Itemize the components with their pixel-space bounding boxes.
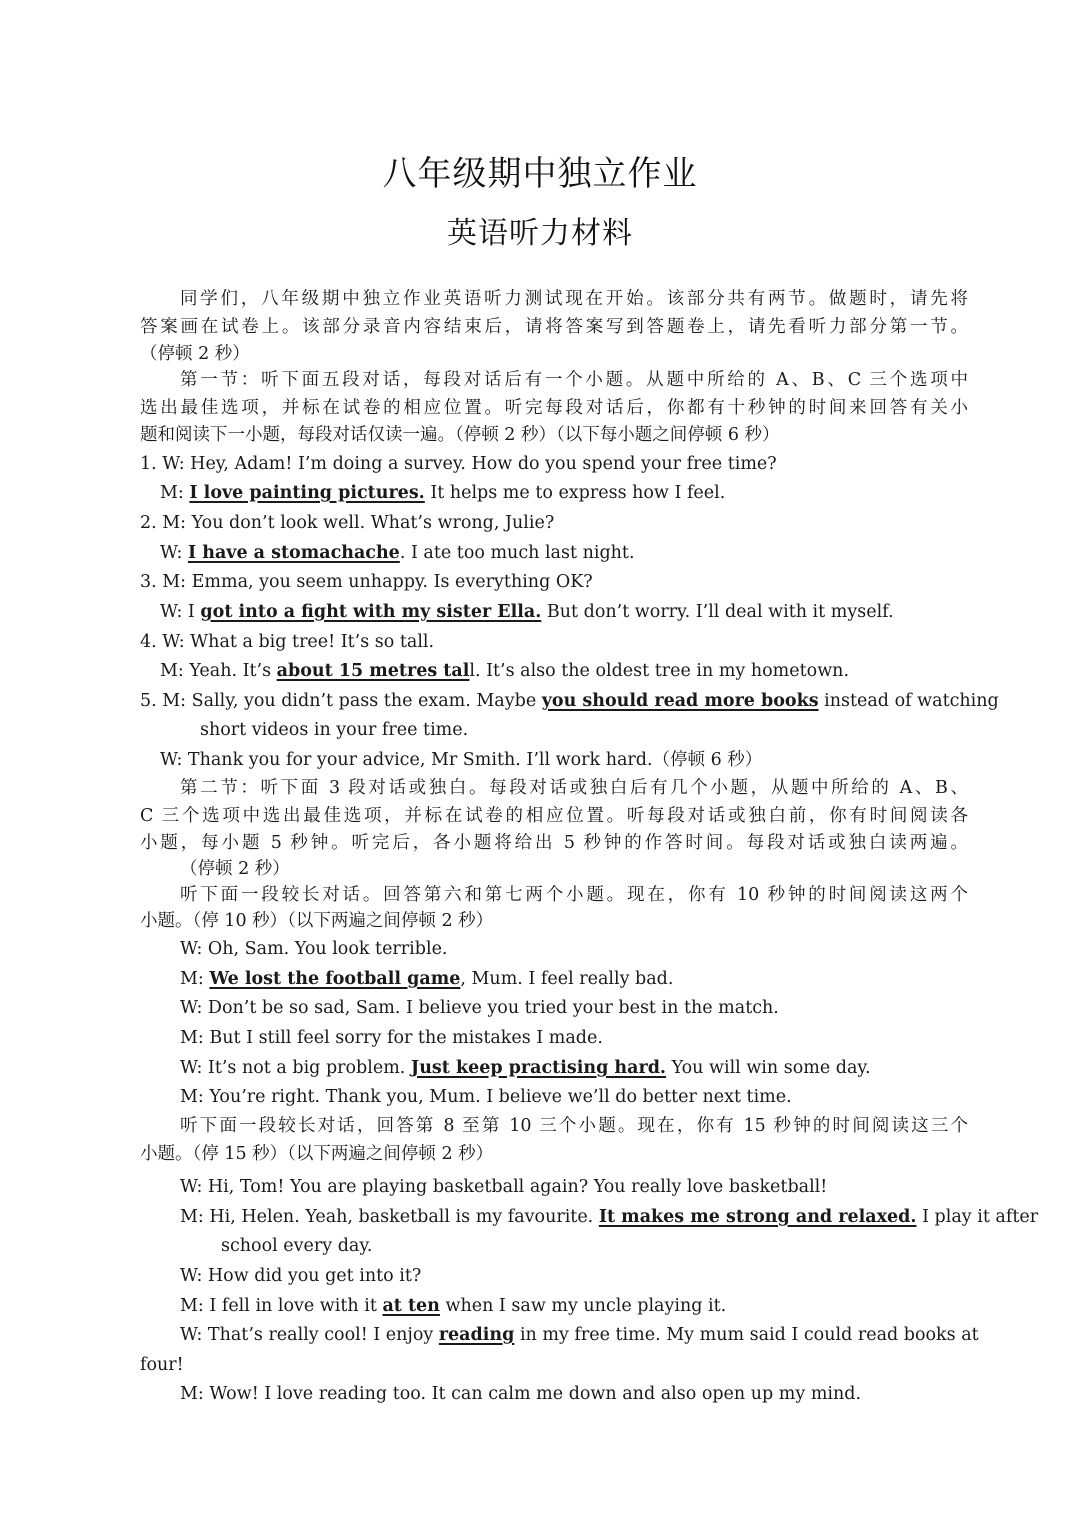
intro-line-2: 答案画在试卷上。该部分录音内容结束后，请将答案写到答题卷上，请先看听力部分第一节。 xyxy=(140,317,968,337)
conv1-line-3: W: Don’t be so sad, Sam. I believe you tried your best in the match. xyxy=(180,998,779,1018)
conv2-line-2: M: Hi, Helen. Yeah, basketball is my favourite. It makes me strong and relaxed. I play it after xyxy=(180,1207,1039,1227)
answer-key: I love painting pictures. xyxy=(189,483,425,503)
dialogue-1-m: M: I love painting pictures. It helps me to express how I feel. xyxy=(160,483,726,503)
dialogue-1-w: 1. W: Hey, Adam! I’m doing a survey. How do you spend your free time? xyxy=(140,454,777,474)
answer-key: reading xyxy=(438,1325,515,1345)
conv2-line-2-cont: school every day. xyxy=(221,1236,373,1256)
dialogue-4-w: 4. W: What a big tree! It’s so tall. xyxy=(140,632,435,652)
dialogue-5-m: 5. M: Sally, you didn’t pass the exam. Maybe you should read more books instead of watching xyxy=(140,691,999,711)
answer-key: you should read more books xyxy=(541,691,819,711)
document-subtitle: 英语听力材料 xyxy=(447,216,633,251)
answer-key: got into a fight with my sister Ella. xyxy=(200,602,542,622)
answer-key: at ten xyxy=(382,1296,440,1316)
conv2-intro-2: 小题。（停 15 秒）（以下两遍之间停顿 2 秒） xyxy=(140,1144,494,1164)
conv2-line-5-cont: four! xyxy=(140,1355,184,1375)
conv2-line-4: M: I fell in love with it at ten when I saw my uncle playing it. xyxy=(180,1296,727,1316)
conv1-line-2: M: We lost the football game, Mum. I feel really bad. xyxy=(180,969,674,989)
answer-key: It makes me strong and relaxed. xyxy=(598,1207,917,1227)
conv1-line-5: W: It’s not a big problem. Just keep practising hard. You will win some day. xyxy=(180,1058,871,1078)
section1-line-2: 选出最佳选项，并标在试卷的相应位置。听完每段对话后，你都有十秒钟的时间来回答有关小 xyxy=(140,398,968,418)
dialogue-3-m: 3. M: Emma, you seem unhappy. Is everything OK? xyxy=(140,572,593,592)
section1-line-3: 题和阅读下一小题，每段对话仅读一遍。（停顿 2 秒）（以下每小题之间停顿 6 秒） xyxy=(140,425,780,445)
section2-line-2: C 三个选项中选出最佳选项，并标在试卷的相应位置。听每段对话或独白前，你有时间阅读各 xyxy=(140,806,968,826)
section2-line-4: （停顿 2 秒） xyxy=(180,859,290,879)
dialogue-2-w: W: I have a stomachache. I ate too much last night. xyxy=(160,543,635,563)
conv1-line-1: W: Oh, Sam. You look terrible. xyxy=(180,939,448,959)
section2-line-1: 第二节：听下面 3 段对话或独白。每段对话或独白后有几个小题，从题中所给的 A、B、 xyxy=(180,778,968,798)
conv2-intro-1: 听下面一段较长对话，回答第 8 至第 10 三个小题。现在，你有 15 秒钟的时间阅读这三个 xyxy=(180,1116,968,1136)
section2-line-3: 小题，每小题 5 秒钟。听完后，各小题将给出 5 秒钟的作答时间。每段对话或独白读两遍。 xyxy=(140,833,968,853)
section1-line-1: 第一节：听下面五段对话，每段对话后有一个小题。从题中所给的 A、B、C 三个选项中 xyxy=(180,370,968,390)
conv1-intro-1: 听下面一段较长对话。回答第六和第七两个小题。现在，你有 10 秒钟的时间阅读这两个 xyxy=(180,885,968,905)
conv2-line-3: W: How did you get into it? xyxy=(180,1266,422,1286)
answer-key: about 15 metres tal xyxy=(276,661,470,681)
dialogue-5-w: W: Thank you for your advice, Mr Smith. I’ll work hard.（停顿 6 秒） xyxy=(160,750,763,770)
conv2-line-6: M: Wow! I love reading too. It can calm me down and also open up my mind. xyxy=(180,1384,862,1404)
dialogue-3-w: W: I got into a fight with my sister Ella. But don’t worry. I’ll deal with it myself. xyxy=(160,602,894,622)
dialogue-5-m-cont: short videos in your free time. xyxy=(200,720,469,740)
dialogue-2-m: 2. M: You don’t look well. What’s wrong, Julie? xyxy=(140,513,555,533)
conv2-line-1: W: Hi, Tom! You are playing basketball again? You really love basketball! xyxy=(180,1177,828,1197)
answer-key: I have a stomachache xyxy=(187,543,400,563)
conv2-line-5: W: That’s really cool! I enjoy reading in my free time. My mum said I could read books at xyxy=(180,1325,979,1345)
conv1-intro-2: 小题。（停 10 秒）（以下两遍之间停顿 2 秒） xyxy=(140,911,494,931)
intro-line-3: （停顿 2 秒） xyxy=(140,344,250,364)
conv1-line-6: M: You’re right. Thank you, Mum. I believe we’ll do better next time. xyxy=(180,1087,792,1107)
dialogue-4-m: M: Yeah. It’s about 15 metres tall. It’s also the oldest tree in my hometown. xyxy=(160,661,850,681)
document-title: 八年级期中独立作业 xyxy=(382,154,698,194)
answer-key: Just keep practising hard. xyxy=(410,1058,667,1078)
conv1-line-4: M: But I still feel sorry for the mistakes I made. xyxy=(180,1028,603,1048)
answer-key: We lost the football game xyxy=(209,969,461,989)
intro-line-1: 同学们，八年级期中独立作业英语听力测试现在开始。该部分共有两节。做题时，请先将 xyxy=(180,289,968,309)
